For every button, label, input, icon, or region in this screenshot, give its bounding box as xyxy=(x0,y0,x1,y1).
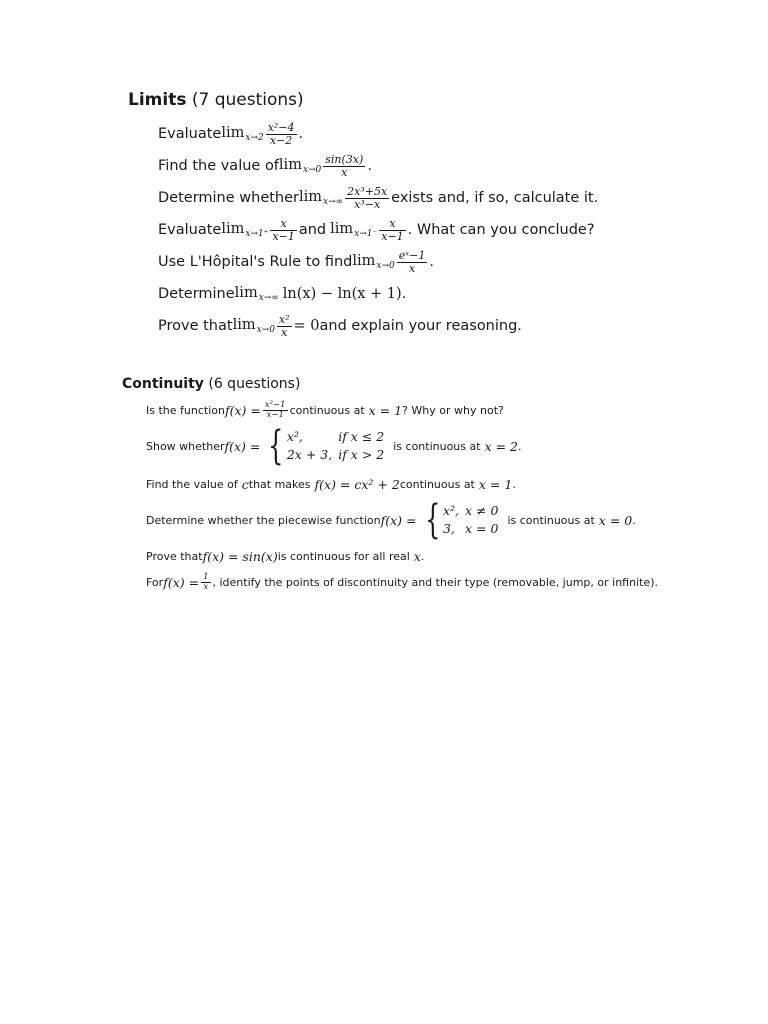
piecewise-function-1: { x², if x ≤ 2 2x + 3, if x > 2 xyxy=(268,423,385,469)
limits-question-2: Find the value of $\lim_{x\to 0}$ $\frac{\sin(3x)}{x}$ . xyxy=(158,152,372,179)
limits-heading: Limits (7 questions) xyxy=(128,90,304,110)
limits-question-list xyxy=(128,118,728,342)
limits-question-3: Determine whether $\lim_{x\to\infty}$ $\frac{\text{2x³+5x}}{\text{x³−x}}$ exists and, if so, calculate it. xyxy=(158,184,599,211)
continuity-question-list xyxy=(122,398,742,594)
continuity-question-4: Determine whether the piecewise function f(x) = { x², x ≠ 0 3, x = 0 is continuous at x = 0 . xyxy=(146,497,636,543)
continuity-heading: Continuity (6 questions) xyxy=(122,376,301,392)
limits-question-5: Use L'Hôpital's Rule to find $\lim_{x\to 0}$ $\frac{\text{eˣ−1}}{x}$ . xyxy=(158,248,434,275)
continuity-question-5: Prove that f(x) = sin(x) is continuous for all real x . xyxy=(146,548,425,564)
piecewise-function-2: { x², x ≠ 0 3, x = 0 xyxy=(424,497,499,543)
continuity-question-2: Show whether f(x) = { x², if x ≤ 2 2x + 3, if x > 2 is continuous at x = 2 . xyxy=(146,423,522,469)
continuity-section xyxy=(122,376,742,594)
continuity-question-3: Find the value of c that makes f(x) = cx² + 2 continuous at x = 1 . xyxy=(146,476,516,492)
continuity-question-1: Is the function f(x) = $\frac{\text{x²−1}}{x-1}$ continuous at x = 1 ? Why or why not? xyxy=(146,399,504,420)
limits-question-6: Determine $\lim_{x\to\infty}$ ln(x) − ln(x + 1) . xyxy=(158,284,407,304)
limits-question-7: Prove that $\lim_{x\to 0}$ $\frac{\text{x²}}{x}$ = 0 and explain your reasoning. xyxy=(158,312,522,339)
limits-section xyxy=(128,90,728,342)
limits-question-1: Evaluate $\lim_{x\to 2}$ $\frac{\text{x²−4}}{x-2}$ . xyxy=(158,120,304,147)
limits-question-4: Evaluate $\lim_{x\to 1^+}$ $\frac{x}{x-1}$ and $\lim_{x\to 1^-}$ $\frac{x}{x-1}$ . What can you conclude? xyxy=(158,216,595,243)
continuity-question-6: For f(x) = $\frac{1}{x}$ , identify the points of discontinuity and their type (removable, jump, or infinite). xyxy=(146,571,659,592)
